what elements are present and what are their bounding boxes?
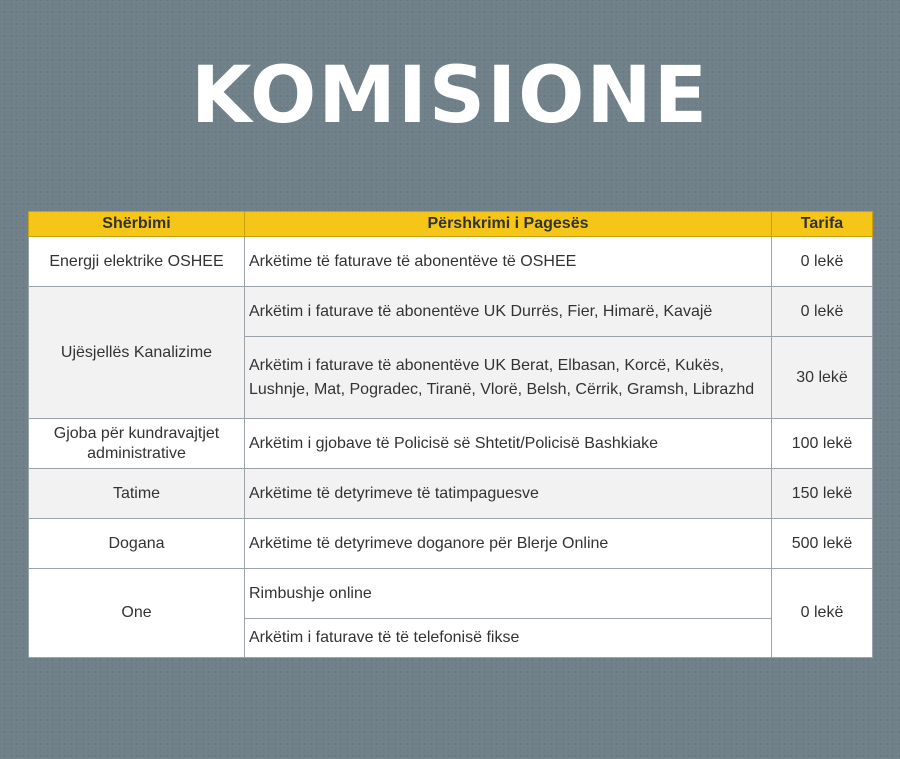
description-cell: Arkëtime të detyrimeve doganore për Blerje Online bbox=[245, 519, 772, 569]
table-row bbox=[29, 469, 873, 519]
fee-cell: 150 lekë bbox=[772, 469, 873, 519]
fee-cell: 0 lekë bbox=[772, 569, 873, 658]
fee-cell: 100 lekë bbox=[772, 419, 873, 469]
table-row bbox=[29, 419, 873, 469]
fee-cell: 0 lekë bbox=[772, 237, 873, 287]
page-title: KOMISIONE bbox=[191, 51, 709, 141]
service-cell: Tatime bbox=[29, 469, 245, 519]
description-cell: Arkëtime të faturave të abonentëve të OSHEE bbox=[245, 237, 772, 287]
fee-cell: 0 lekë bbox=[772, 287, 873, 337]
header-description: Përshkrimi i Pagesës bbox=[245, 212, 772, 237]
description-cell: Arkëtim i faturave të abonentëve UK Berat, Elbasan, Korcë, Kukës, Lushnje, Mat, Pogradec, Tiranë, Vlorë, Belsh, Cërrik, Gramsh, Librazhd bbox=[245, 337, 772, 419]
description-cell: Rimbushje online bbox=[245, 569, 772, 619]
table-row bbox=[29, 519, 873, 569]
description-cell: Arkëtim i faturave të të telefonisë fikse bbox=[245, 619, 772, 658]
description-cell: Arkëtim i gjobave të Policisë së Shtetit/Policisë Bashkiake bbox=[245, 419, 772, 469]
header-service: Shërbimi bbox=[29, 212, 245, 237]
table-row bbox=[29, 237, 873, 287]
table-header-row bbox=[29, 212, 873, 237]
service-cell: Dogana bbox=[29, 519, 245, 569]
service-cell: Gjoba për kundravajtjet administrative bbox=[29, 419, 245, 469]
fee-cell: 30 lekë bbox=[772, 337, 873, 419]
fee-cell: 500 lekë bbox=[772, 519, 873, 569]
description-cell: Arkëtim i faturave të abonentëve UK Durrës, Fier, Himarë, Kavajë bbox=[245, 287, 772, 337]
table-row bbox=[29, 287, 873, 337]
service-cell: Ujësjellës Kanalizime bbox=[29, 287, 245, 419]
table-row bbox=[29, 569, 873, 619]
service-cell: Energji elektrike OSHEE bbox=[29, 237, 245, 287]
description-cell: Arkëtime të detyrimeve të tatimpaguesve bbox=[245, 469, 772, 519]
fees-table bbox=[28, 211, 873, 658]
header-fee: Tarifa bbox=[772, 212, 873, 237]
service-cell: One bbox=[29, 569, 245, 658]
